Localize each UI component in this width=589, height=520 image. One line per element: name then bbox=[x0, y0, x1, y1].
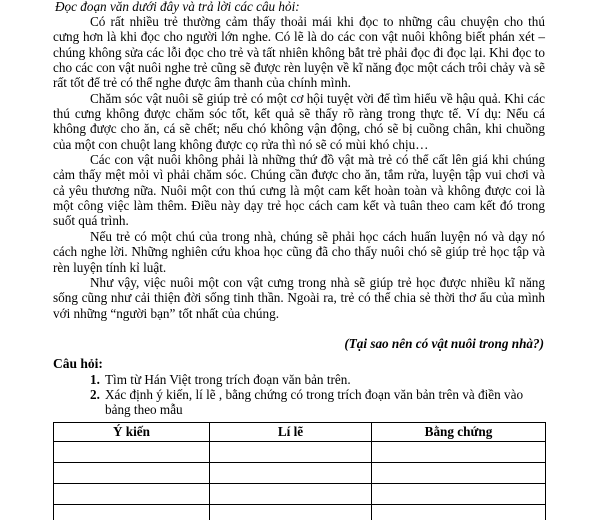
paragraph-4: Nếu trẻ có một chú của trong nhà, chúng sẽ phải học cách huấn luyện nó và dạy nó cách nghe lời. Những nghiên cứu khoa học cũng đã cho thấy nuôi chó sẽ giúp trẻ học tập và rèn luyện tính kỉ luật. bbox=[53, 228, 545, 275]
questions-list bbox=[90, 372, 550, 417]
table-header-row bbox=[54, 423, 546, 442]
table-cell[interactable] bbox=[372, 463, 546, 484]
header-opinion: Ý kiến bbox=[54, 423, 210, 442]
question-number: 2. bbox=[90, 387, 100, 402]
paragraph-2: Chăm sóc vật nuôi sẽ giúp trẻ có một cơ hội tuyệt vời để tìm hiểu về hậu quả. Khi các thú cưng không được chăm sóc tốt, kết quả sẽ thấy rõ ràng trong thực tế. Ví dụ: Nếu cá không được cho ăn, cá sẽ chết; nếu chó không vận động, chó sẽ bị cuồng chân, khi chuồng của một con chuột lang không được cọ rửa thì nó sẽ có mùi khó chịu… bbox=[53, 90, 545, 152]
table-cell[interactable] bbox=[372, 484, 546, 505]
header-reason: Lí lẽ bbox=[210, 423, 372, 442]
paragraph-3: Các con vật nuôi không phải là những thứ đồ vật mà trẻ có thể cất lên giá khi chúng cảm thấy mệt mỏi vì phải chăm sóc. Chúng cần được cho ăn, tắm rửa, luyện tập vui chơi và cả yêu thương nữa. Nuôi một con thú cưng là một cam kết hoàn toàn và không được coi là một công việc làm thêm. Điều này dạy trẻ học cách cam kết và tuân theo cam kết đó trong suốt quá trình. bbox=[53, 152, 545, 229]
table-cell[interactable] bbox=[54, 484, 210, 505]
table-row bbox=[54, 484, 546, 505]
answer-table bbox=[53, 422, 546, 520]
paragraph-1: Có rất nhiều trẻ thường cảm thấy thoải mái khi đọc to những câu chuyện cho thú cưng hơn là khi đọc cho người lớn nghe. Có lẽ là do các con vật nuôi không biết phán xét – chúng không sửa các lỗi đọc cho trẻ và tất nhiên không bắt trẻ phải đọc đi đọc lại. Khi đọc to cho các con vật nuôi nghe trẻ cũng sẽ được rèn luyện về kĩ năng đọc một cách trôi chảy và sẽ rất tốt để trẻ có thể nghe được âm thanh của chính mình. bbox=[53, 14, 545, 91]
header-evidence: Bằng chứng bbox=[372, 423, 546, 442]
question-number: 1. bbox=[90, 372, 100, 387]
question-2 bbox=[90, 387, 550, 417]
instruction-text: Đọc đoạn văn dưới đây và trả lời các câu hỏi: bbox=[55, 0, 300, 14]
table-cell[interactable] bbox=[210, 463, 372, 484]
questions-heading: Câu hỏi: bbox=[53, 356, 103, 371]
table-cell[interactable] bbox=[372, 505, 546, 520]
table-cell[interactable] bbox=[372, 442, 546, 463]
source-citation: (Tại sao nên có vật nuôi trong nhà?) bbox=[344, 336, 544, 351]
question-text: Xác định ý kiến, lí lẽ , bằng chứng có trong trích đoạn văn bản trên và điền vào bảng theo mẫu bbox=[105, 387, 524, 417]
reading-passage bbox=[53, 14, 545, 321]
paragraph-5: Như vậy, việc nuôi một con vật cưng trong nhà sẽ giúp trẻ học được nhiều kĩ năng sống cũng như cải thiện đời sống tinh thần. Ngoài ra, trẻ có thể chia sẻ thời thơ ấu của mình với những “người bạn” tốt nhất của chúng. bbox=[53, 274, 545, 321]
table-cell[interactable] bbox=[210, 505, 372, 520]
table-row bbox=[54, 442, 546, 463]
table-cell[interactable] bbox=[54, 442, 210, 463]
table-row bbox=[54, 463, 546, 484]
question-1 bbox=[90, 372, 550, 387]
question-text: Tìm từ Hán Việt trong trích đoạn văn bản trên. bbox=[105, 372, 351, 387]
table-cell[interactable] bbox=[210, 484, 372, 505]
table-body bbox=[54, 442, 546, 520]
table-row bbox=[54, 505, 546, 520]
table-cell[interactable] bbox=[54, 463, 210, 484]
table-cell[interactable] bbox=[54, 505, 210, 520]
table-cell[interactable] bbox=[210, 442, 372, 463]
